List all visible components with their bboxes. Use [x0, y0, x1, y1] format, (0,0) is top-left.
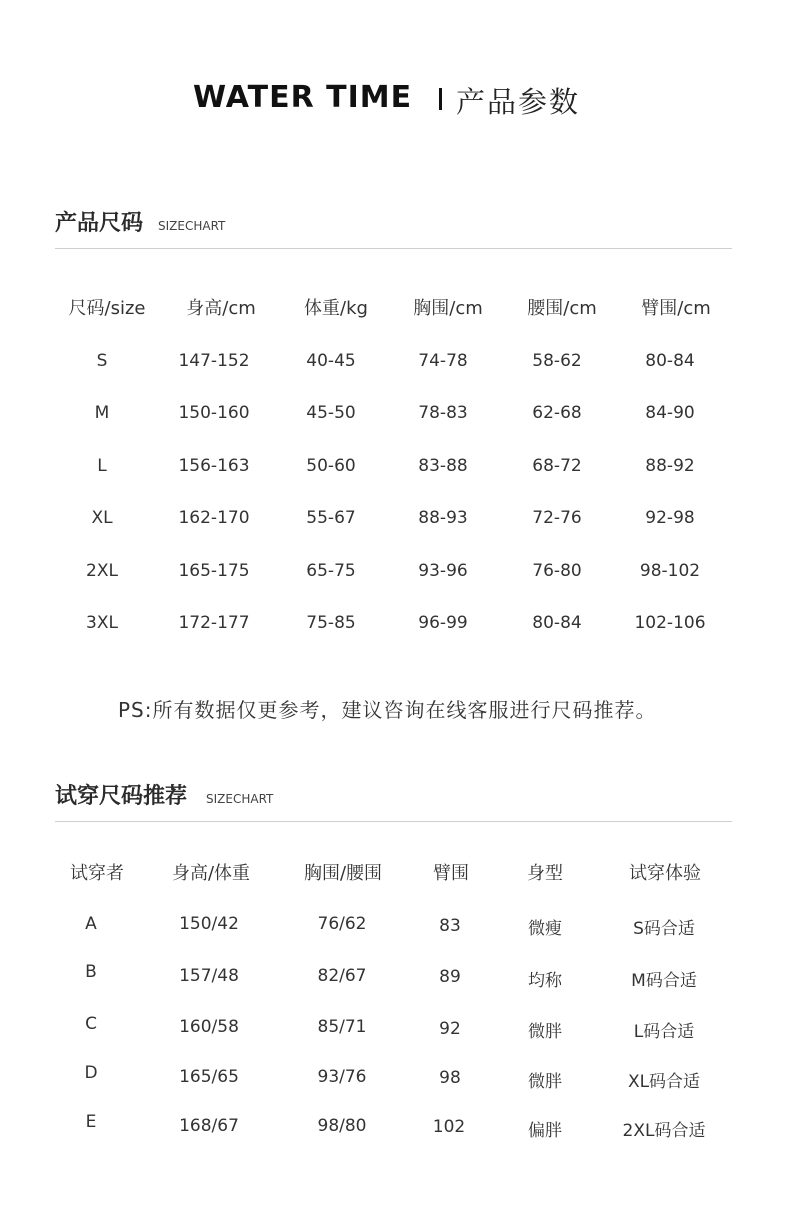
fit-result-cell: L码合适 — [633, 1022, 695, 1042]
height-cell: 150-160 — [178, 403, 250, 423]
tester-cell: E — [85, 1112, 97, 1132]
arm-cell: 98-102 — [639, 561, 701, 581]
arm-cell: 102 — [432, 1117, 466, 1137]
fit-header-cell: 身高/体重 — [171, 863, 251, 884]
height-weight-cell: 168/67 — [179, 1116, 239, 1136]
size-header-cell: 尺码/size — [68, 298, 146, 319]
arm-cell: 102-106 — [634, 613, 706, 633]
fit-section-subtitle: SIZECHART — [206, 792, 274, 806]
height-weight-cell: 150/42 — [179, 914, 239, 934]
fit-result-cell: S码合适 — [633, 919, 695, 939]
waist-cell: 62-68 — [532, 403, 582, 423]
size-header-cell: 臂围/cm — [641, 298, 711, 319]
chest-waist-cell: 82/67 — [317, 966, 367, 986]
fit-header-cell: 身型 — [527, 863, 563, 884]
fit-header-cell: 臂围 — [433, 863, 469, 884]
tester-cell: A — [85, 914, 97, 934]
weight-cell: 40-45 — [306, 351, 356, 371]
fit-result-cell: XL码合适 — [627, 1072, 701, 1092]
chest-waist-cell: 85/71 — [317, 1017, 367, 1037]
fit-header-cell: 试穿体验 — [629, 863, 701, 884]
chest-cell: 83-88 — [418, 456, 468, 476]
fit-header-cell: 试穿者 — [70, 863, 124, 884]
weight-cell: 75-85 — [306, 613, 356, 633]
arm-cell: 92-98 — [645, 508, 695, 528]
waist-cell: 80-84 — [532, 613, 582, 633]
height-cell: 165-175 — [178, 561, 250, 581]
height-cell: 156-163 — [178, 456, 250, 476]
fit-section-divider — [55, 821, 732, 822]
height-weight-cell: 160/58 — [179, 1017, 239, 1037]
fit-result-cell: 2XL码合适 — [622, 1121, 706, 1141]
arm-cell: 88-92 — [645, 456, 695, 476]
arm-cell: 80-84 — [645, 351, 695, 371]
weight-cell: 45-50 — [306, 403, 356, 423]
arm-cell: 83 — [439, 916, 461, 936]
size-header-cell: 胸围/cm — [413, 298, 483, 319]
weight-cell: 50-60 — [306, 456, 356, 476]
body-type-cell: 微胖 — [528, 1072, 562, 1092]
size-cell: S — [96, 351, 108, 371]
height-weight-cell: 157/48 — [179, 966, 239, 986]
body-type-cell: 微瘦 — [528, 919, 562, 939]
chest-waist-cell: 98/80 — [317, 1116, 367, 1136]
tester-cell: C — [85, 1014, 97, 1034]
height-cell: 162-170 — [178, 508, 250, 528]
weight-cell: 55-67 — [306, 508, 356, 528]
brand-divider — [439, 88, 442, 110]
body-type-cell: 均称 — [528, 971, 562, 991]
size-section-title: 产品尺码 — [55, 211, 144, 236]
size-section-subtitle: SIZECHART — [158, 219, 226, 233]
fit-section-title: 试穿尺码推荐 — [55, 784, 188, 809]
size-header-cell: 身高/cm — [186, 298, 256, 319]
fit-result-cell: M码合适 — [631, 971, 697, 991]
chest-waist-cell: 93/76 — [317, 1067, 367, 1087]
chest-cell: 88-93 — [418, 508, 468, 528]
chest-cell: 96-99 — [418, 613, 468, 633]
chest-cell: 78-83 — [418, 403, 468, 423]
size-section-divider — [55, 248, 732, 249]
size-cell: M — [94, 403, 110, 423]
size-note: PS:所有数据仅更参考，建议咨询在线客服进行尺码推荐。 — [118, 698, 657, 722]
fit-header-cell: 胸围/腰围 — [303, 863, 383, 884]
arm-cell: 84-90 — [645, 403, 695, 423]
size-cell: 2XL — [86, 561, 118, 581]
tester-cell: D — [84, 1063, 98, 1083]
arm-cell: 92 — [439, 1019, 461, 1039]
waist-cell: 68-72 — [532, 456, 582, 476]
arm-cell: 89 — [439, 967, 461, 987]
height-weight-cell: 165/65 — [179, 1067, 239, 1087]
waist-cell: 72-76 — [532, 508, 582, 528]
chest-cell: 93-96 — [418, 561, 468, 581]
body-type-cell: 偏胖 — [528, 1121, 562, 1141]
chest-cell: 74-78 — [418, 351, 468, 371]
body-type-cell: 微胖 — [528, 1022, 562, 1042]
size-cell: XL — [91, 508, 113, 528]
size-header-cell: 体重/kg — [304, 298, 368, 319]
height-cell: 172-177 — [178, 613, 250, 633]
waist-cell: 76-80 — [532, 561, 582, 581]
tester-cell: B — [85, 962, 97, 982]
page-title: 产品参数 — [456, 85, 581, 119]
arm-cell: 98 — [439, 1068, 461, 1088]
size-cell: L — [97, 456, 107, 476]
brand-name: WATER TIME — [193, 80, 413, 115]
size-header-cell: 腰围/cm — [527, 298, 597, 319]
size-cell: 3XL — [86, 613, 118, 633]
chest-waist-cell: 76/62 — [317, 914, 367, 934]
weight-cell: 65-75 — [306, 561, 356, 581]
waist-cell: 58-62 — [532, 351, 582, 371]
height-cell: 147-152 — [178, 351, 250, 371]
